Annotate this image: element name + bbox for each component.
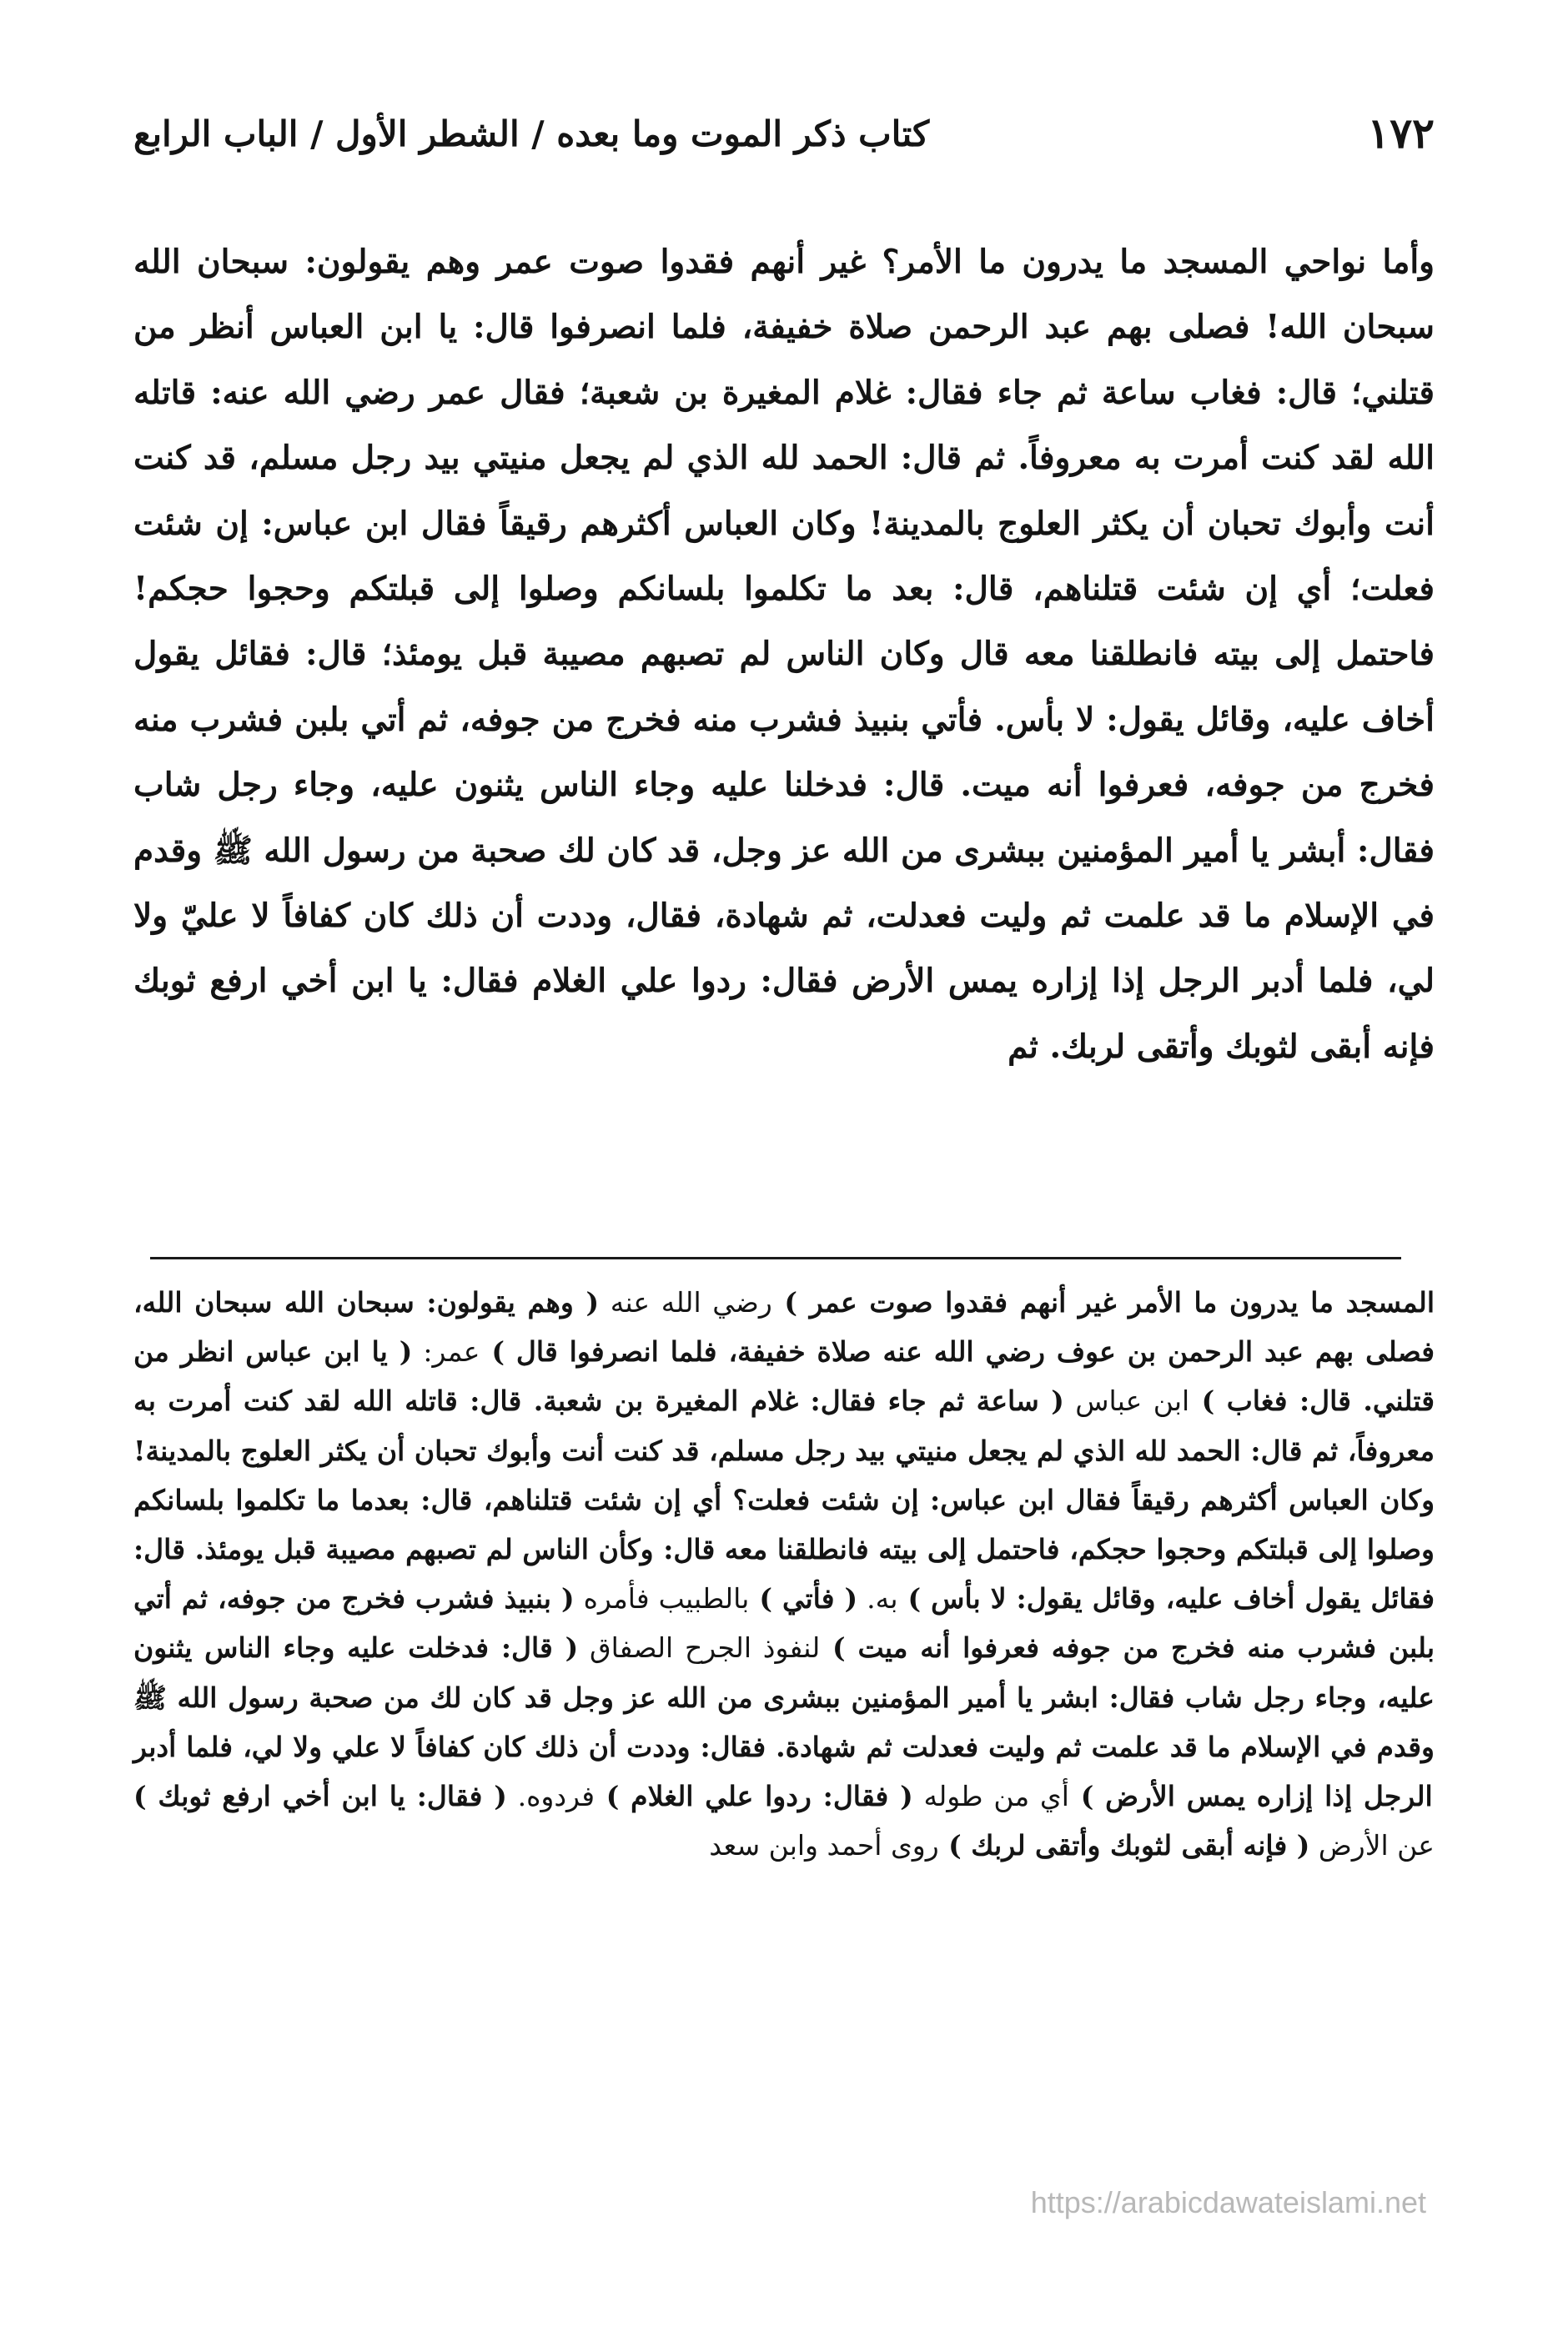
- running-title: كتاب ذكر الموت وما بعده / الشطر الأول / الباب الرابع: [133, 113, 930, 154]
- commentary-paragraph: [133, 1278, 1435, 1870]
- commentary-sharh-segment: أي من طوله: [912, 1780, 1069, 1813]
- commentary-sharh-segment: به.: [857, 1582, 898, 1616]
- watermark-url: https://arabicdawateislami.net: [1030, 2185, 1426, 2219]
- commentary-sharh-segment: بالطبيب فأمره: [574, 1582, 750, 1616]
- commentary-matn-segment: المسجد ما يدرون ما الأمر غير أنهم فقدوا صوت عمر ): [771, 1286, 1435, 1319]
- commentary-sharh-segment: عمر:: [412, 1335, 480, 1369]
- main-text-block: [133, 229, 1435, 1079]
- commentary-sharh-segment: روى أحمد وابن سعد: [709, 1829, 939, 1862]
- commentary-matn-segment: ( فأتي ): [749, 1582, 858, 1616]
- commentary-matn-segment: ( فقال: ردوا علي الغلام ): [595, 1780, 913, 1813]
- commentary-matn-segment: ( فإنه أبقى لثوبك وأتقى لربك ): [938, 1829, 1310, 1862]
- commentary-sharh-segment: فردوه.: [506, 1780, 596, 1813]
- commentary-sharh-segment: لنفوذ الجرح الصفاق: [578, 1631, 821, 1665]
- page-number: ١٧٢: [1367, 108, 1435, 158]
- commentary-matn-segment: ( فقال: يا ابن أخي ارفع ثوبك ): [133, 1780, 507, 1813]
- page-header: [133, 108, 1435, 175]
- commentary-block: [133, 1278, 1435, 1870]
- commentary-sharh-segment: ابن عباس: [1063, 1385, 1190, 1418]
- commentary-matn-segment: ( يا ابن عباس انظر من قتلني. قال: فغاب ): [133, 1335, 1435, 1418]
- commentary-sharh-segment: عن الأرض: [1309, 1829, 1435, 1862]
- commentary-matn-segment: ( ساعة ثم جاء فقال: غلام المغيرة بن شعبة. قال: قاتله الله لقد كنت أمرت به معروفاً، ثم قال: الحمد لله الذي لم يجعل منيتي بيد رجل مسلم، قد كنت أنت وأبوك تحبان أن يكثر العلوج بالمدينة! وكان العباس أكثرهم رقيقاً فقال ابن عباس: إن شئت فعلت؟ أي إن شئت قتلناهم، قال: بعدما ما تكلموا بلسانكم وصلوا إلى قبلتكم وحجوا حجكم، فاحتمل إلى بيته فانطلقنا معه قال: وكأن الناس لم تصبهم مصيبة قبل يومئذ. قال: فقائل يقول أخاف عليه، وقائل يقول: لا بأس ): [133, 1385, 1435, 1616]
- main-paragraph: وأما نواحي المسجد ما يدرون ما الأمر؟ غير أنهم فقدوا صوت عمر وهم يقولون: سبحان الله سبحان الله! فصلى بهم عبد الرحمن صلاة خفيفة، فلما انصرفوا قال: يا ابن العباس أنظر من قتلني؛ قال: فغاب ساعة ثم جاء فقال: غلام المغيرة بن شعبة؛ فقال عمر رضي الله عنه: قاتله الله لقد كنت أمرت به معروفاً. ثم قال: الحمد لله الذي لم يجعل منيتي بيد رجل مسلم، قد كنت أنت وأبوك تحبان أن يكثر العلوج بالمدينة! وكان العباس أكثرهم رقيقاً فقال ابن عباس: إن شئت فعلت؛ أي إن شئت قتلناهم، قال: بعد ما تكلموا بلسانكم وصلوا إلى قبلتكم وحجوا حجكم! فاحتمل إلى بيته فانطلقنا معه قال وكان الناس لم تصبهم مصيبة قبل يومئذ؛ قال: فقائل يقول أخاف عليه، وقائل يقول: لا بأس. فأتي بنبيذ فشرب منه فخرج من جوفه، ثم أتي بلبن فشرب منه فخرج من جوفه، فعرفوا أنه ميت. قال: فدخلنا عليه وجاء الناس يثنون عليه، وجاء رجل شاب فقال: أبشر يا أمير المؤمنين ببشرى من الله عز وجل، قد كان لك صحبة من رسول الله ﷺ وقدم في الإسلام ما قد علمت ثم وليت فعدلت، ثم شهادة، فقال، وددت أن ذلك كان كفافاً لا عليّ ولا لي، فلما أدبر الرجل إذا إزاره يمس الأرض فقال: ردوا علي الغلام فقال: يا ابن أخي ارفع ثوبك فإنه أبقى لثوبك وأتقى لربك. ثم: [133, 243, 1435, 1066]
- footnote-divider: [150, 1257, 1401, 1259]
- commentary-matn-segment: ( بنبيذ فشرب فخرج من جوفه، ثم أتي بلبن فشرب منه فخرج من جوفه فعرفوا أنه ميت ): [133, 1582, 1435, 1665]
- commentary-matn-segment: ( قال: فدخلت عليه وجاء الناس يثنون عليه، وجاء رجل شاب فقال: ابشر يا أمير المؤمنين ببشرى من الله عز وجل قد كان لك من صحبة رسول الله ﷺ وقدم في الإسلام ما قد علمت ثم وليت فعدلت ثم شهادة. فقال: وددت أن ذلك كان كفافاً لا علي ولا لي، فلما أدبر الرجل إذا إزاره يمس الأرض ): [133, 1631, 1435, 1813]
- commentary-matn-segment: ( وهم يقولون: سبحان الله سبحان الله، فصلى بهم عبد الرحمن بن عوف رضي الله عنه صلاة خفيفة، فلما انصرفوا قال ): [133, 1286, 1435, 1369]
- commentary-sharh-segment: رضي الله عنه: [599, 1286, 772, 1319]
